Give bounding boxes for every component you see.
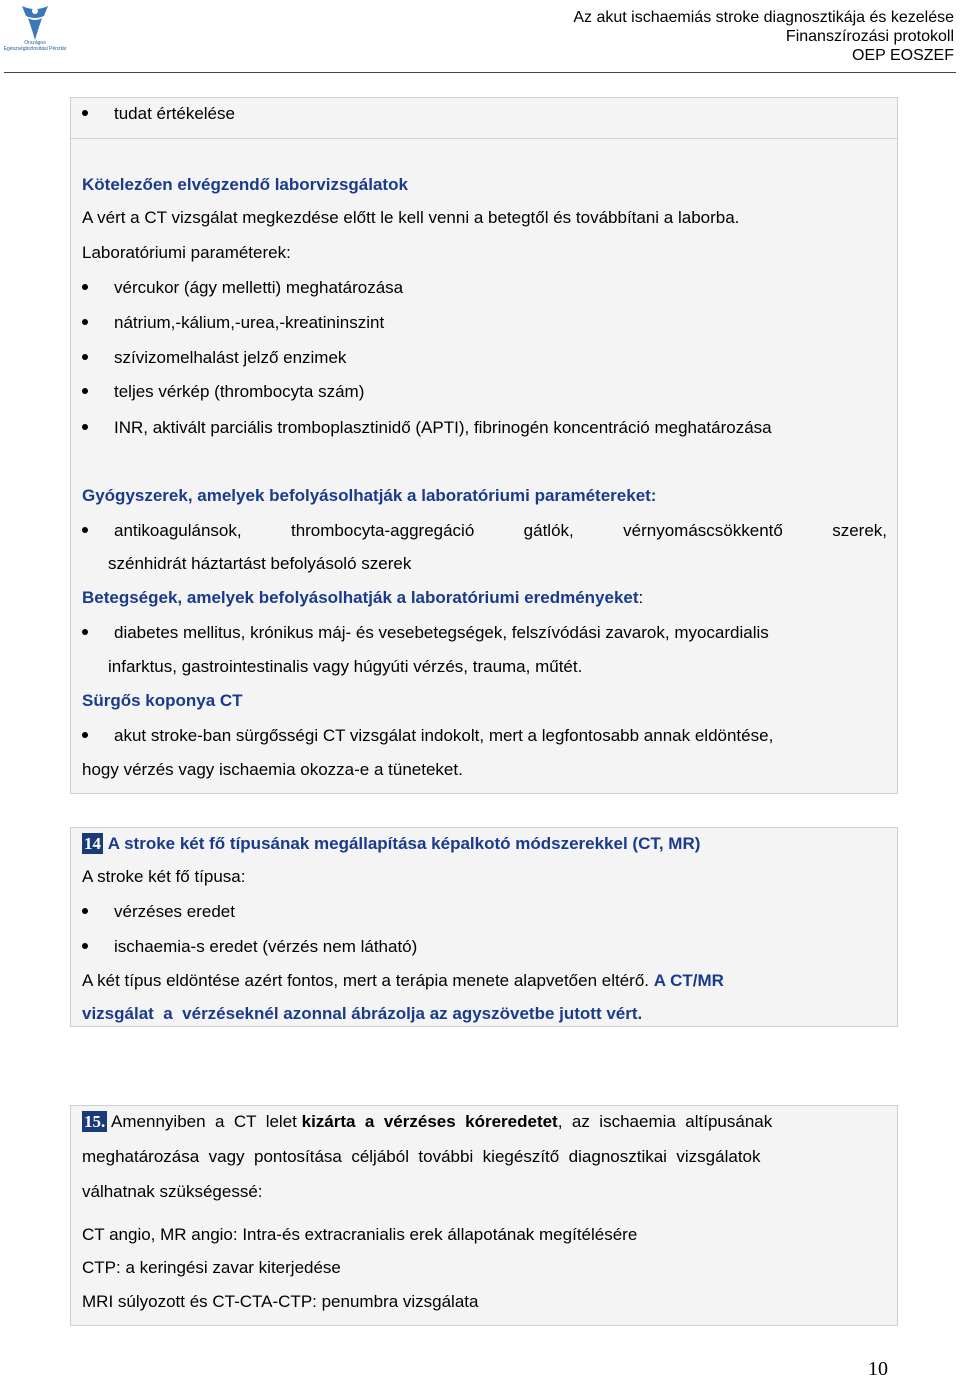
logo-caption: Országos Egészségbiztosítási Pénztár [3, 40, 67, 52]
running-header [573, 8, 954, 65]
divider [71, 138, 897, 139]
section-heading: Sürgős koponya CT [82, 691, 243, 710]
header-title: Az akut ischaemiás stroke diagnosztikája és kezelése [573, 9, 954, 26]
bullet-icon [82, 354, 88, 360]
paragraph: Laboratóriumi paraméterek: [82, 243, 291, 262]
list-item-continuation: infarktus, gastrointestinalis vagy húgyúti vérzés, trauma, műtét. [108, 657, 583, 676]
paragraph: 15. Amennyiben a CT lelet kizárta a vérzéses kóreredetet, az ischaemia altípusának [84, 1112, 773, 1131]
bullet-icon [82, 284, 88, 290]
bullet-icon [82, 110, 88, 116]
paragraph: A stroke két fő típusa: [82, 867, 246, 886]
section-heading: Betegségek, amelyek befolyásolhatják a laboratóriumi eredményeket: [82, 588, 644, 607]
header-subtitle: Finanszírozási protokoll [785, 28, 954, 45]
bullet-icon [82, 527, 88, 533]
paragraph: válhatnak szükségessé: [82, 1182, 263, 1201]
section-heading: Kötelezően elvégzendő laborvizsgálatok [82, 175, 408, 194]
bullet-icon [82, 943, 88, 949]
header-divider [4, 72, 956, 73]
page-number: 10 [868, 1358, 888, 1380]
section-number: 14 [84, 834, 101, 853]
paragraph: CT angio, MR angio: Intra-és extracranialis erek állapotának megítélésére [82, 1225, 638, 1244]
bullet-icon [82, 319, 88, 325]
imaging-section-box: 14 A stroke két fő típusának megállapítása képalkotó módszerekkel (CT, MR) A stroke két fő típusa: vérzéses eredet ischaemia-s eredet (vérzés nem látható) A két típus eldöntése azért fontos, mert a terápia menete alapvetően eltérő. A CT/MR vizsgálat a vérzéseknél azonnal ábrázolja az agyszövetbe jutott vért. [70, 827, 898, 1027]
bullet-icon [82, 732, 88, 738]
paragraph: meghatározása vagy pontosítása céljából további kiegészítő diagnosztikai vizsgálatok [82, 1147, 761, 1166]
paragraph: CTP: a keringési zavar kiterjedése [82, 1258, 341, 1277]
section-number: 15. [84, 1112, 106, 1131]
section-heading: Gyógyszerek, amelyek befolyásolhatják a laboratóriumi paramétereket: [82, 486, 657, 505]
header-org: OEP EOSZEF [852, 47, 954, 64]
paragraph-bold: vizsgálat a vérzéseknél azonnal ábrázolja az agyszövetbe jutott vért. [82, 1004, 643, 1023]
additional-tests-box [70, 1105, 898, 1326]
section-heading: 14 A stroke két fő típusának megállapítása képalkotó módszerekkel (CT, MR) [84, 834, 701, 853]
paragraph: MRI súlyozott és CT-CTA-CTP: penumbra vizsgálata [82, 1292, 479, 1311]
bullet-icon [82, 388, 88, 394]
bullet-icon [82, 424, 88, 430]
paragraph: A vért a CT vizsgálat megkezdése előtt le kell venni a betegtől és továbbítani a laborba. [82, 208, 740, 227]
list-item-continuation: szénhidrát háztartást befolyásoló szerek [108, 554, 412, 573]
list-item-continuation: hogy vérzés vagy ischaemia okozza-e a tüneteket. [82, 760, 463, 779]
bullet-icon [82, 629, 88, 635]
bullet-icon [82, 908, 88, 914]
paragraph: A két típus eldöntése azért fontos, mert a terápia menete alapvetően eltérő. A CT/MR [82, 971, 724, 990]
lab-section-box: tudat értékelése Kötelezően elvégzendő laborvizsgálatok A vért a CT vizsgálat megkezdése előtt le kell venni a betegtől és továbbítani a laborba. Laboratóriumi paraméterek: vércukor (ágy melletti) meghatározása nátrium,-kálium,-urea,-kreatininszint szívizomelhalást jelző enzimek teljes vérkép (thrombocyta szám) INR, aktivált parciális tromboplasztinidő (APTI), fibrinogén koncentráció meghatározása Gyógyszerek, amelyek befolyásolhatják a laboratóriumi paramétereket: antikoagulánsok, thrombocyta-aggregáció gátlók, vérnyomáscsökkentő szerek, szénhidrát háztartást befolyásoló szerek Betegségek, amelyek befolyásolhatják a laboratóriumi eredményeket: diabetes mellitus, krónikus máj- és vesebetegségek, felszívódási zavarok, myocardialis infarktus, gastrointestinalis vagy húgyúti vérzés, trauma, műtét. Sürgős koponya CT akut stroke-ban sürgősségi CT vizsgálat indokolt, mert a legfontosabb annak eldöntése, hogy vérzés vagy ischaemia okozza-e a tüneteket. [70, 97, 898, 794]
